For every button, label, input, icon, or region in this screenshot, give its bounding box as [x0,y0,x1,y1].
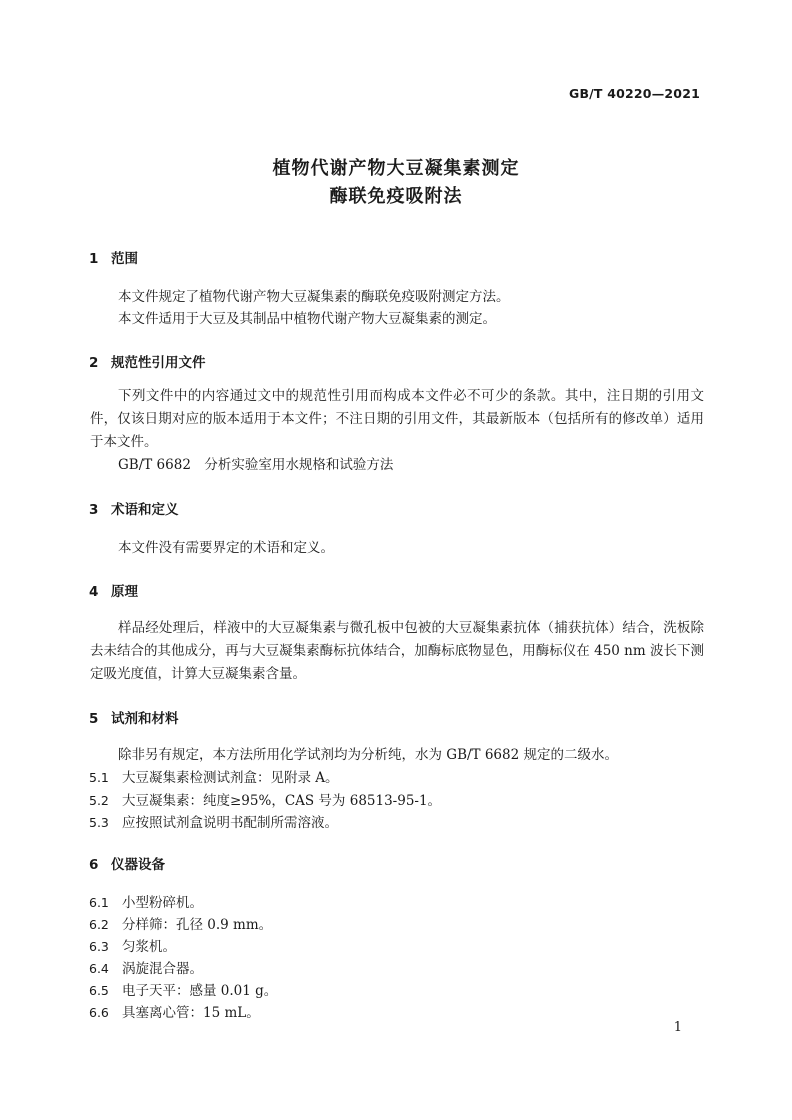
document-title-line-2: 酶联免疫吸附法 [329,186,463,207]
item-number: 5.3 [89,815,109,830]
section-2-heading [89,351,206,371]
list-item [89,979,277,1003]
section-number: 5 [89,711,99,727]
section-4-heading [89,580,138,600]
section-number: 6 [89,857,99,873]
section-1-line-2: 本文件适用于大豆及其制品中植物代谢产物大豆凝集素的测定。 [118,311,496,327]
item-number: 6.3 [89,939,109,954]
item-number: 6.2 [89,917,109,932]
section-title: 仪器设备 [111,857,165,873]
list-item [89,935,176,959]
document-title-line-1: 植物代谢产物大豆凝集素测定 [272,158,520,179]
section-3-line: 本文件没有需要界定的术语和定义。 [118,540,334,556]
section-title: 试剂和材料 [111,711,179,727]
section-title: 范围 [111,251,138,267]
section-4-paragraph: 样品经处理后，样液中的大豆凝集素与微孔板中包被的大豆凝集素抗体（捕获抗体）结合，洗板除去未结合的其他成分，再与大豆凝集素酶标抗体结合，加酶标底物显色，用酶标仪在 450 nm 波长下测定吸光度值，计算大豆凝集素含量。 [90,620,704,682]
section-5-heading [89,707,179,727]
item-text: 大豆凝集素检测试剂盒：见附录 A。 [122,770,339,786]
item-number: 5.1 [89,770,109,785]
section-number: 2 [89,355,99,371]
section-number: 1 [89,251,99,267]
section-title: 规范性引用文件 [111,355,206,371]
section-3-heading [89,498,179,518]
item-text: 涡旋混合器。 [122,961,203,977]
item-number: 6.6 [89,1005,109,1020]
normative-reference: GB/T 6682 分析实验室用水规格和试验方法 [118,457,394,473]
section-2-paragraph: 下列文件中的内容通过文中的规范性引用而构成本文件必不可少的条款。其中，注日期的引用文件，仅该日期对应的版本适用于本文件；不注日期的引用文件，其最新版本（包括所有的修改单）适用于本文件。 [90,388,704,450]
item-text: 分样筛：孔径 0.9 mm。 [122,917,273,933]
list-item [89,1001,260,1025]
section-number: 3 [89,502,99,518]
list-item [89,891,203,915]
section-title: 术语和定义 [111,502,179,518]
page-number: 1 [673,1020,682,1035]
list-item [89,766,339,790]
section-title: 原理 [111,584,138,600]
item-number: 5.2 [89,793,109,808]
section-1-line-1: 本文件规定了植物代谢产物大豆凝集素的酶联免疫吸附测定方法。 [118,289,510,305]
item-number: 6.1 [89,895,109,910]
item-text: 电子天平：感量 0.01 g。 [122,983,278,999]
section-1-heading [89,247,138,267]
list-item [89,913,272,937]
item-number: 6.5 [89,983,109,998]
item-text: 匀浆机。 [122,939,176,955]
section-6-heading [89,853,165,873]
item-text: 具塞离心管：15 mL。 [122,1005,260,1021]
list-item [89,789,441,813]
item-text: 应按照试剂盒说明书配制所需溶液。 [122,815,338,831]
list-item [89,957,203,981]
item-text: 小型粉碎机。 [122,895,203,911]
item-text: 大豆凝集素：纯度≥95%，CAS 号为 68513-95-1。 [122,793,442,809]
standard-code: GB/T 40220—2021 [568,86,700,101]
list-item [89,811,338,835]
item-number: 6.4 [89,961,109,976]
section-5-intro: 除非另有规定，本方法所用化学试剂均为分析纯，水为 GB/T 6682 规定的二级水。 [118,747,618,763]
section-number: 4 [89,584,99,600]
